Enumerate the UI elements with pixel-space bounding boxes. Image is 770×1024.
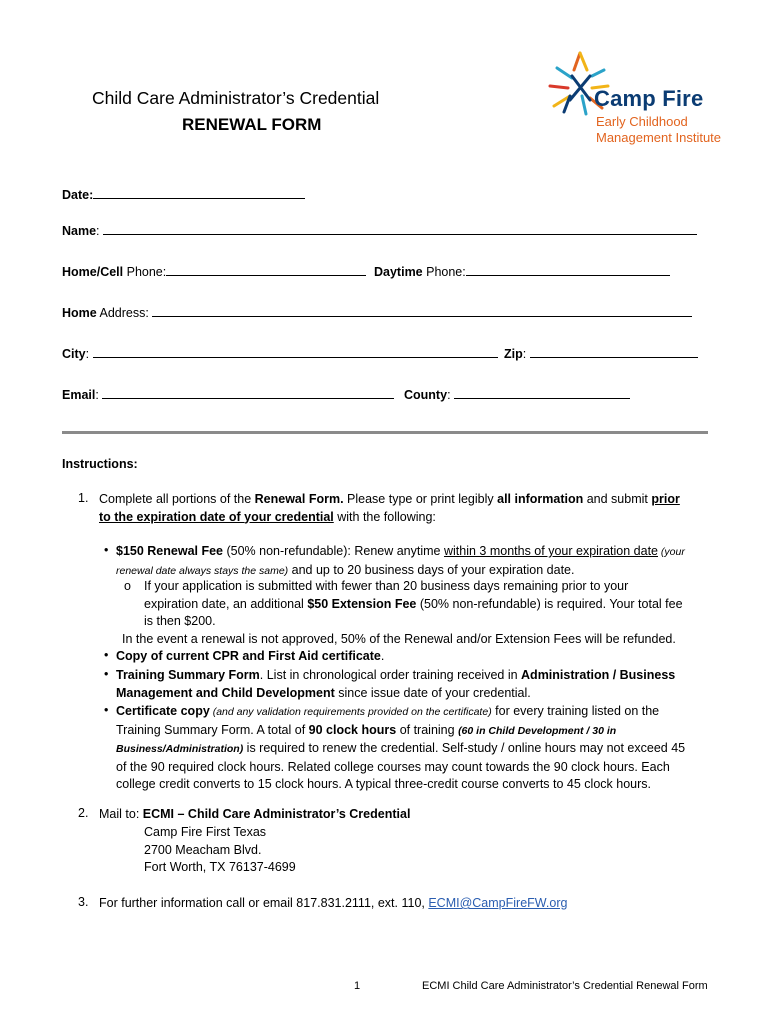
contact-line [99, 895, 567, 913]
city-colon: : [85, 347, 90, 361]
bullet-1-dot: • [104, 543, 109, 557]
city-label: City [62, 347, 86, 361]
home-phone-blank[interactable] [166, 263, 366, 276]
bullet-2-text [116, 648, 384, 666]
cpr-certificate: Copy of current CPR and First Aid certificate [116, 649, 381, 663]
daytime-phone-label: Phone: [422, 265, 466, 279]
bullet-1-t1: (50% non-refundable): Renew anytime [223, 544, 444, 558]
bullet-1-i1: (your [658, 546, 685, 558]
bullet-4-bi2: Business/Administration) [116, 743, 244, 755]
bullet-1-within: within 3 months of your expiration date [443, 544, 658, 558]
address-line-1: Camp Fire First Texas [144, 825, 267, 839]
bullet-4-i1: (and any validation requirements provided on the certificate) [209, 706, 492, 718]
footer-title: ECMI Child Care Administrator’s Credential Renewal Form [422, 980, 708, 992]
contact-text: For further information call or email 817.831.2111, ext. 110, [99, 896, 429, 910]
email-label: Email [62, 388, 96, 402]
extension-fee: $50 Extension Fee [307, 596, 417, 611]
zip-field[interactable] [504, 345, 698, 362]
date-label: Date: [62, 188, 94, 202]
zip-colon: : [522, 347, 527, 361]
bullet-4-t5: of the 90 required clock hours. Related college courses may count towards the 90 clock hours. Each [116, 759, 670, 774]
address-field[interactable] [62, 304, 692, 321]
item-1-t3: and submit [583, 492, 652, 506]
sub-bullet-text [144, 578, 714, 631]
logo-name: Camp Fire [594, 86, 704, 111]
refund-note: In the event a renewal is not approved, 50% of the Renewal and/or Extension Fees will be refunded. [122, 632, 676, 646]
bullet-1-i2: renewal date always stays the same) [116, 564, 289, 577]
email-link[interactable]: ECMI@CampFireFW.org [428, 896, 568, 910]
bullet-4-dot: • [104, 703, 109, 717]
item-3-number: 3. [78, 895, 89, 909]
certificate-copy: Certificate copy [116, 704, 210, 718]
email-blank[interactable] [102, 386, 394, 399]
daytime-phone-field[interactable] [374, 263, 670, 280]
item-1-text [99, 491, 709, 526]
email-colon: : [95, 388, 99, 402]
county-label: County [404, 388, 448, 402]
date-blank[interactable] [93, 186, 305, 199]
address-line-2: 2700 Meacham Blvd. [144, 842, 262, 857]
bullet-2-dot: • [104, 648, 109, 662]
mail-to-recipient: ECMI – Child Care Administrator’s Credential [142, 807, 411, 821]
county-blank[interactable] [454, 386, 630, 399]
item-1-renewal-form: Renewal Form. [254, 492, 344, 506]
bullet-1-t2: and up to 20 business days of your expiration date. [288, 562, 575, 577]
item-1-t4: with the following: [333, 509, 436, 524]
item-1-expiration: to the expiration date of your credential [99, 509, 334, 524]
bullet-4-t4: is required to renew the credential. Self-study / online hours may not exceed 45 [243, 741, 686, 755]
item-1-t1: Complete all portions of the [99, 492, 255, 506]
logo-subtitle [596, 114, 721, 146]
bullet-3-dot: • [104, 667, 109, 681]
zip-label: Zip [504, 347, 523, 361]
item-2-number: 2. [78, 806, 89, 820]
bullet-3-t2: since issue date of your credential. [334, 685, 531, 700]
sub-bullet-marker: o [124, 579, 131, 593]
sub-bullet-t3: (50% non-refundable) is required. Your total fee [416, 596, 683, 611]
item-1-t2: Please type or print legibly [343, 492, 498, 506]
home-cell-label: Home/Cell [62, 265, 124, 279]
name-label: Name [62, 224, 97, 238]
instructions-heading: Instructions: [62, 457, 138, 471]
section-divider [62, 431, 708, 434]
name-field[interactable] [62, 222, 697, 239]
training-summary-form: Training Summary Form [116, 668, 260, 682]
name-colon: : [96, 224, 100, 238]
page-number: 1 [354, 980, 361, 992]
address-label: Address: [96, 306, 149, 320]
bullet-3-text [116, 667, 716, 702]
daytime-phone-blank[interactable] [466, 263, 670, 276]
bullet-3-b2: Administration / Business [521, 668, 676, 682]
form-subtitle: RENEWAL FORM [182, 115, 322, 134]
renewal-fee: $150 Renewal Fee [116, 544, 224, 558]
logo-sub-line1: Early Childhood [596, 114, 688, 129]
bullet-4-t3: of training [396, 722, 459, 737]
item-1-number: 1. [78, 491, 89, 505]
item-1-prior: prior [651, 492, 680, 506]
home-label: Home [62, 306, 97, 320]
form-title: Child Care Administrator’s Credential [92, 88, 380, 108]
bullet-3-t1: . List in chronological order training received in [259, 668, 522, 682]
bullet-2-t1: . [380, 649, 385, 663]
bullet-3-b3: Management and Child Development [116, 685, 335, 700]
mail-to-line [99, 806, 410, 824]
sub-bullet-t4: is then $200. [144, 614, 216, 628]
zip-blank[interactable] [530, 345, 698, 358]
bullet-4-bi1: (60 in Child Development / 30 in [458, 724, 617, 737]
bullet-1-text [116, 543, 716, 580]
name-blank[interactable] [103, 222, 697, 235]
date-field[interactable] [62, 186, 305, 203]
bullet-4-t1: for every training listed on the [491, 704, 660, 718]
address-line-3: Fort Worth, TX 76137-4699 [144, 860, 296, 874]
home-phone-label: Phone: [123, 265, 167, 279]
county-colon: : [447, 388, 451, 402]
mail-to-label: Mail to: [99, 807, 143, 821]
email-field[interactable] [62, 386, 394, 403]
logo-sub-line2: Management Institute [596, 130, 722, 145]
city-field[interactable] [62, 345, 498, 362]
item-1-all-info: all information [497, 492, 584, 506]
county-field[interactable] [404, 386, 630, 403]
home-phone-field[interactable] [62, 263, 366, 280]
city-blank[interactable] [93, 345, 498, 358]
clock-hours: 90 clock hours [308, 722, 397, 737]
bullet-4-t2: Training Summary Form. A total of [116, 722, 309, 737]
mail-address [144, 824, 296, 877]
sub-bullet-t2: expiration date, an additional [144, 596, 308, 611]
bullet-4-t6: college credit converts to 15 clock hours. A typical three-credit course converts to 45 clock hours. [116, 777, 651, 791]
address-blank[interactable] [152, 304, 692, 317]
sub-bullet-t1: If your application is submitted with fewer than 20 business days remaining prior to your [144, 579, 629, 593]
daytime-label: Daytime [374, 265, 423, 279]
bullet-4-text [116, 703, 716, 794]
